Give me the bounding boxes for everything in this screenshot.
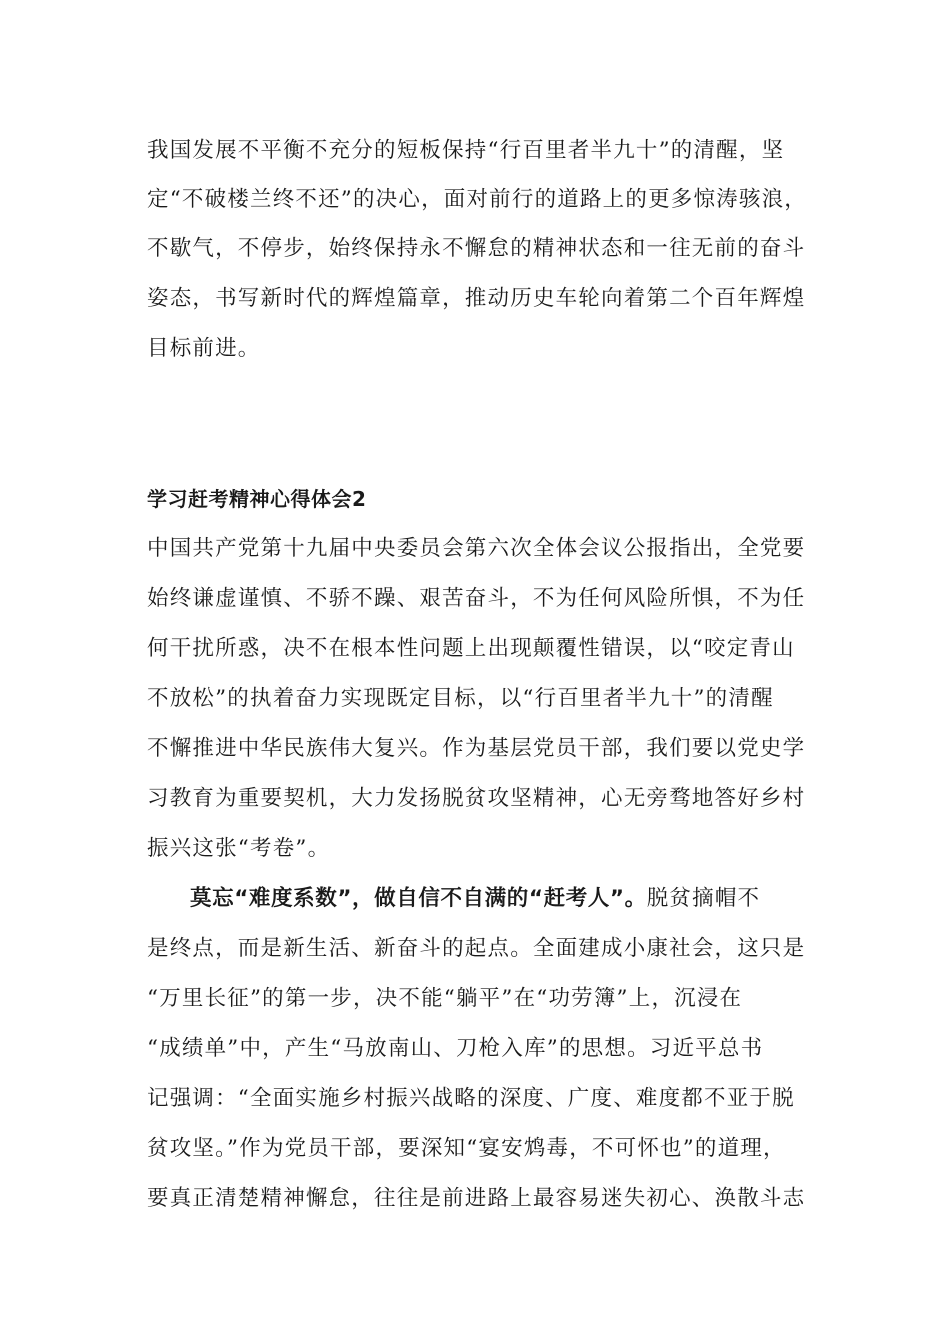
paragraph-3-lead-rest: 脱贫摘帽不 — [646, 886, 761, 911]
paragraph-2-line-6: 习教育为重要契机，大力发扬脱贫攻坚精神，心无旁骛地答好乡村 — [147, 786, 806, 811]
paragraph-3-line-2: 是终点，而是新生活、新奋斗的起点。全面建成小康社会，这只是 — [147, 936, 806, 961]
paragraph-3-line-3: “万里长征”的第一步，决不能“躺平”在“功劳簿”上，沉浸在 — [147, 986, 743, 1011]
paragraph-3-line-4: “成绩单”中，产生“马放南山、刀枪入库”的思想。习近平总书 — [147, 1036, 764, 1061]
paragraph-2-line-5: 不懈推进中华民族伟大复兴。作为基层党员干部，我们要以党史学 — [147, 736, 806, 761]
paragraph-1-line-3: 不歇气，不停步，始终保持永不懈怠的精神状态和一往无前的奋斗 — [147, 236, 806, 261]
paragraph-2-line-2: 始终谦虚谨慎、不骄不躁、艰苦奋斗，不为任何风险所惧，不为任 — [147, 586, 806, 611]
paragraph-3-line-5: 记强调：“全面实施乡村振兴战略的深度、广度、难度都不亚于脱 — [147, 1086, 795, 1111]
paragraph-2-line-7: 振兴这张“考卷”。 — [147, 836, 331, 861]
paragraph-1-line-4: 姿态，书写新时代的辉煌篇章，推动历史车轮向着第二个百年辉煌 — [147, 286, 806, 311]
paragraph-2-line-4: 不放松”的执着奋力实现既定目标，以“行百里者半九十”的清醒 — [147, 686, 774, 711]
paragraph-3-bold-lead: 莫忘“难度系数”，做自信不自满的“赶考人”。 — [190, 886, 647, 911]
paragraph-3-line-6: 贫攻坚。”作为党员干部，要深知“宴安鸩毒，不可怀也”的道理， — [147, 1136, 786, 1161]
paragraph-1-line-2: 定“不破楼兰终不还”的决心，面对前行的道路上的更多惊涛骇浪， — [147, 187, 807, 212]
paragraph-3-line-7: 要真正清楚精神懈怠，往往是前进路上最容易迷失初心、涣散斗志 — [147, 1186, 806, 1211]
paragraph-1-line-5: 目标前进。 — [147, 336, 261, 361]
section-heading: 学习赶考精神心得体会2 — [147, 487, 367, 511]
paragraph-1-line-1: 我国发展不平衡不充分的短板保持“行百里者半九十”的清醒，坚 — [147, 138, 785, 163]
paragraph-2-line-3: 何干扰所惑，决不在根本性问题上出现颠覆性错误，以“咬定青山 — [147, 636, 795, 661]
paragraph-2-line-1: 中国共产党第十九届中央委员会第六次全体会议公报指出，全党要 — [147, 536, 806, 561]
paragraph-3-line-1 — [190, 884, 807, 914]
